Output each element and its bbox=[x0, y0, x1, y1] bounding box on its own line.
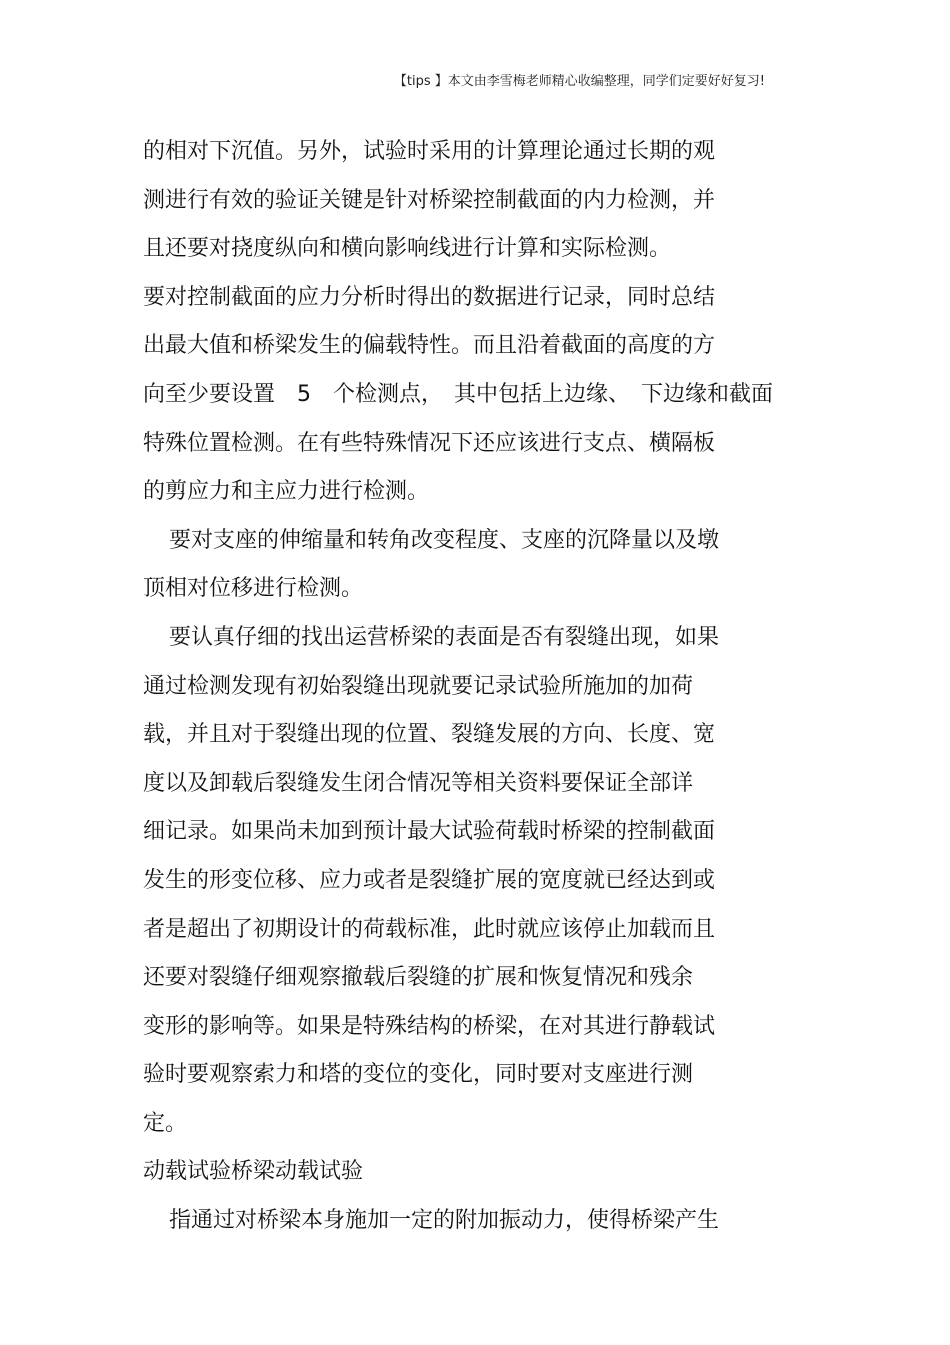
text-line: 变形的影响等。如果是特殊结构的桥梁，在对其进行静载试 bbox=[143, 1013, 716, 1039]
text-line: 定。 bbox=[143, 1110, 188, 1136]
text-line: 要认真仔细的找出运营桥梁的表面是否有裂缝出现，如果 bbox=[169, 624, 720, 650]
text-line: 顶相对位移进行检测。 bbox=[143, 576, 364, 602]
text-line: 测进行有效的验证关键是针对桥梁控制截面的内力检测，并 bbox=[143, 187, 716, 213]
text-line: 载，并且对于裂缝出现的位置、裂缝发展的方向、长度、宽 bbox=[143, 722, 716, 748]
text-line: 细记录。如果尚未加到预计最大试验荷载时桥梁的控制截面 bbox=[143, 819, 716, 845]
text-line: 特殊位置检测。在有些特殊情况下还应该进行支点、横隔板 bbox=[143, 430, 716, 456]
text-line: 且还要对挠度纵向和横向影响线进行计算和实际检测。 bbox=[143, 236, 672, 262]
header-tip-note: 【tips 】本文由李雪梅老师精心收编整理，同学们定要好好复习! bbox=[393, 74, 765, 89]
section-heading: 动载试验桥梁动载试验 bbox=[143, 1159, 364, 1185]
text-line: 度以及卸载后裂缝发生闭合情况等相关资料要保证全部详 bbox=[143, 770, 694, 796]
text-line: 者是超出了初期设计的荷载标准，此时就应该停止加载而且 bbox=[143, 916, 716, 942]
text-line: 通过检测发现有初始裂缝出现就要记录试验所施加的加荷 bbox=[143, 673, 694, 699]
text-line: 验时要观察索力和塔的变位的变化，同时要对支座进行测 bbox=[143, 1062, 694, 1088]
document-body bbox=[143, 128, 843, 1246]
text-line: 要对支座的伸缩量和转角改变程度、支座的沉降量以及墩 bbox=[169, 527, 720, 553]
text-line: 的剪应力和主应力进行检测。 bbox=[143, 479, 430, 505]
text-line: 还要对裂缝仔细观察撤载后裂缝的扩展和恢复情况和残余 bbox=[143, 965, 694, 991]
text-line: 出最大值和桥梁发生的偏载特性。而且沿着截面的高度的方 bbox=[143, 333, 716, 359]
text-line: 的相对下沉值。另外，试验时采用的计算理论通过长期的观 bbox=[143, 139, 716, 164]
text-line: 指通过对桥梁本身施加一定的附加振动力，使得桥梁产生 bbox=[169, 1208, 720, 1234]
text-line: 发生的形变位移、应力或者是裂缝扩展的宽度就已经达到或 bbox=[143, 867, 716, 893]
text-line: 向至少要设置 5 个检测点， 其中包括上边缘、 下边缘和截面 bbox=[143, 381, 773, 407]
text-line: 要对控制截面的应力分析时得出的数据进行记录，同时总结 bbox=[143, 284, 716, 310]
